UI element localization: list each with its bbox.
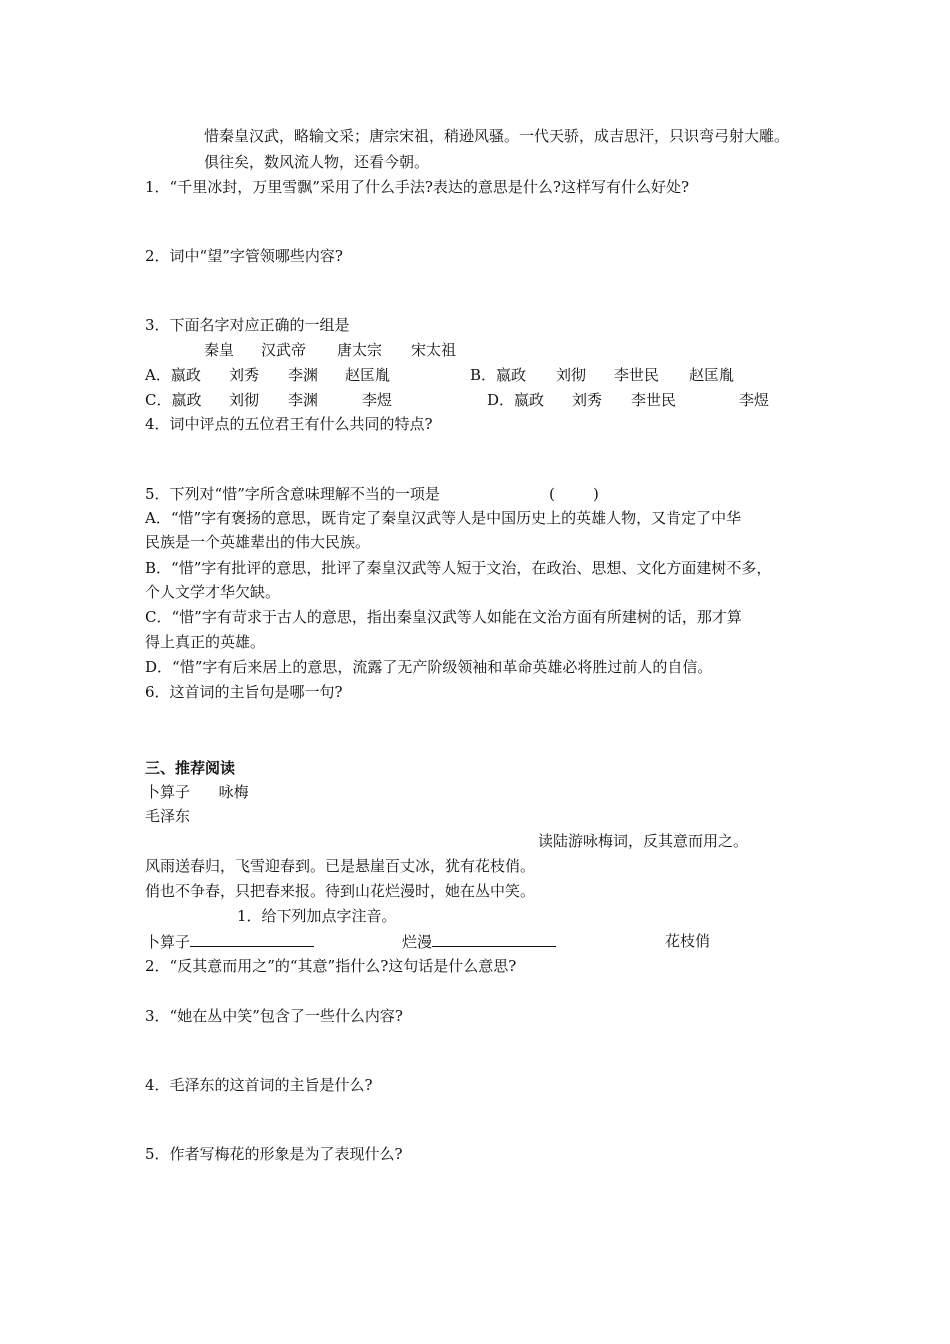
fill-word [145,931,314,952]
answer-blank[interactable] [190,931,314,947]
question-2: 2．词中“望”字管领哪些内容? [145,247,343,265]
option-name: 李煜 [362,391,393,409]
header-cell: 唐太宗 [337,341,383,359]
option-name: 李世民 [614,366,660,384]
option-label: B．嬴政 [470,366,527,384]
reading-question-3: 3．“她在丛中笑”包含了一些什么内容? [145,1007,403,1025]
poem-line-2: 俱往矣，数风流人物，还看今朝。 [204,153,430,171]
poem-title: 卜算子 咏梅 [145,783,249,801]
fill-word [665,931,710,951]
option-name: 刘秀 [572,391,603,409]
option-name: 李煜 [739,391,770,409]
answer-bracket: ( ) [549,485,599,503]
option-name: 李世民 [631,391,677,409]
question-6: 6．这首词的主旨句是哪一句? [145,683,343,701]
q5-option-a-line2: 民族是一个英雄辈出的伟大民族。 [145,533,371,551]
section-heading: 三、推荐阅读 [145,759,236,777]
poem-stanza-2: 俏也不争春，只把春来报。待到山花烂漫时，她在丛中笑。 [145,882,536,900]
answer-blank[interactable] [432,931,556,947]
option-name: 李渊 [288,366,319,384]
question-1: 1．“千里冰封，万里雪飘”采用了什么手法?表达的意思是什么?这样写有什么好处? [145,178,690,196]
poem-author: 毛泽东 [145,807,191,825]
reading-question-5: 5．作者写梅花的形象是为了表现什么? [145,1145,403,1163]
q5-option-c-line2: 得上真正的英雄。 [145,633,266,651]
option-name: 刘彻 [229,391,260,409]
q5-option-c-line1: C．“惜”字有苛求于古人的意思，指出秦皇汉武等人如能在文治方面有所建树的话，那才算 [145,608,742,626]
q5-option-b-line1: B．“惜”字有批评的意思，批评了秦皇汉武等人短于文治，在政治、思想、文化方面建树不多， [145,559,772,577]
question-4: 4．词中评点的五位君王有什么共同的特点? [145,415,433,433]
reading-question-1: 1．给下列加点字注音。 [237,907,397,925]
option-name: 赵匡胤 [345,366,391,384]
question-5: 5．下列对“惜”字所含意味理解不当的一项是 [145,485,440,503]
q5-option-a-line1: A．“惜”字有褒扬的意思，既肯定了秦皇汉武等人是中国历史上的英雄人物，又肯定了中华 [145,509,742,527]
option-label: D．嬴政 [487,391,545,409]
q5-option-b-line2: 个人文学才华欠缺。 [145,583,281,601]
option-name: 刘秀 [229,366,260,384]
fill-word-text: 卜算子 [145,933,191,951]
header-cell: 宋太祖 [411,341,457,359]
fill-word [402,931,556,952]
fill-word-text: 烂漫 [402,933,433,951]
option-name: 李渊 [288,391,319,409]
question-3: 3．下面名字对应正确的一组是 [145,316,350,334]
option-label: C．嬴政 [145,391,202,409]
poem-stanza-1: 风雨送春归，飞雪迎春到。已是悬崖百丈冰，犹有花枝俏。 [145,857,536,875]
reading-question-2: 2．“反其意而用之”的“其意”指什么?这句话是什么意思? [145,957,517,975]
poem-line-1: 惜秦皇汉武，略输文采；唐宗宋祖，稍逊风骚。一代天骄，成吉思汗，只识弯弓射大雕。 [204,127,790,145]
option-label: A．嬴政 [145,366,201,384]
poem-preface: 读陆游咏梅词，反其意而用之。 [538,832,749,850]
header-cell: 汉武帝 [261,341,307,359]
option-name: 赵匡胤 [689,366,735,384]
q5-option-d: D．“惜”字有后来居上的意思，流露了无产阶级领袖和革命英雄必将胜过前人的自信。 [145,658,713,676]
fill-word-text: 花枝俏 [665,932,711,950]
header-cell: 秦皇 [204,341,235,359]
option-name: 刘彻 [556,366,587,384]
reading-question-4: 4．毛泽东的这首词的主旨是什么? [145,1076,373,1094]
